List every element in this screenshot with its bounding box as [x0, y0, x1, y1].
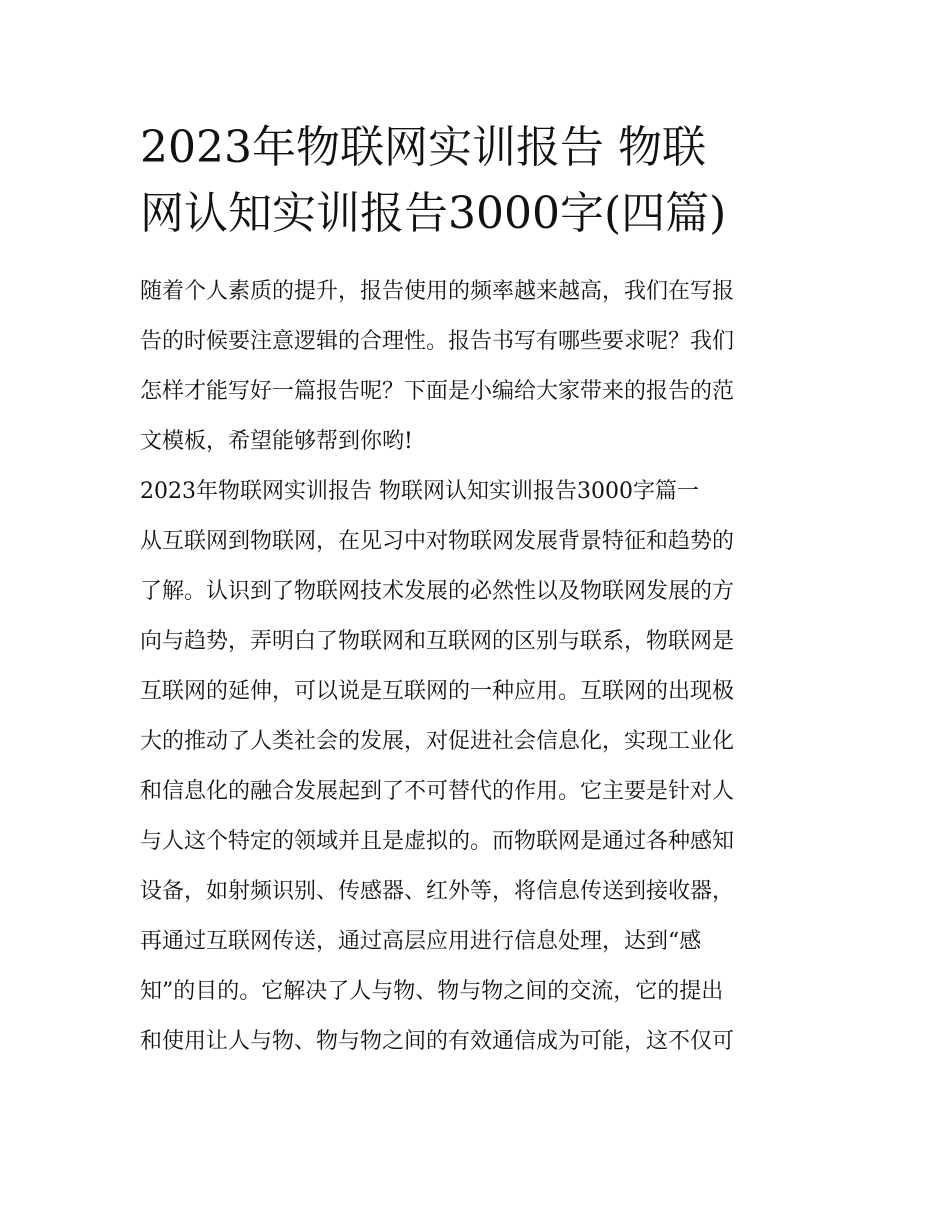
- paragraph-line: 设备，如射频识别、传感器、红外等，将信息传送到接收器，: [140, 879, 735, 904]
- document-body: [140, 267, 812, 1067]
- paragraph-line: 从互联网到物联网，在见习中对物联网发展背景特征和趋势的: [140, 529, 735, 554]
- paragraph-line: 知”的目的。它解决了人与物、物与物之间的交流，它的提出: [140, 979, 724, 1004]
- title-line-1: 2023年物联网实训报告 物联: [140, 122, 706, 173]
- paragraph-line: 了解。认识到了物联网技术发展的必然性以及物联网发展的方: [140, 579, 735, 604]
- document-page: [140, 115, 812, 1067]
- paragraph-line: 大的推动了人类社会的发展，对促进社会信息化，实现工业化: [140, 729, 735, 754]
- paragraph-line: 和使用让人与物、物与物之间的有效通信成为可能，这不仅可: [140, 1029, 735, 1054]
- title-line-2: 网认知实训报告3000字(四篇): [140, 188, 727, 239]
- intro-line: 告的时候要注意逻辑的合理性。报告书写有哪些要求呢？我们: [140, 329, 735, 354]
- paragraph-line: 互联网的延伸，可以说是互联网的一种应用。互联网的出现极: [140, 679, 735, 704]
- intro-line: 文模板，希望能够帮到你哟!: [140, 429, 413, 454]
- section-heading: 2023年物联网实训报告 物联网认知实训报告3000字篇一: [140, 479, 699, 504]
- paragraph-line: 向与趋势，弄明白了物联网和互联网的区别与联系，物联网是: [140, 629, 735, 654]
- paragraph-line: 与人这个特定的领域并且是虚拟的。而物联网是通过各种感知: [140, 829, 735, 854]
- paragraph-line: 再通过互联网传送，通过高层应用进行信息处理，达到“感: [140, 929, 702, 954]
- document-title: [140, 115, 812, 247]
- paragraph-line: 和信息化的融合发展起到了不可替代的作用。它主要是针对人: [140, 779, 735, 804]
- intro-line: 随着个人素质的提升，报告使用的频率越来越高，我们在写报: [140, 279, 735, 304]
- intro-line: 怎样才能写好一篇报告呢？下面是小编给大家带来的报告的范: [140, 379, 735, 404]
